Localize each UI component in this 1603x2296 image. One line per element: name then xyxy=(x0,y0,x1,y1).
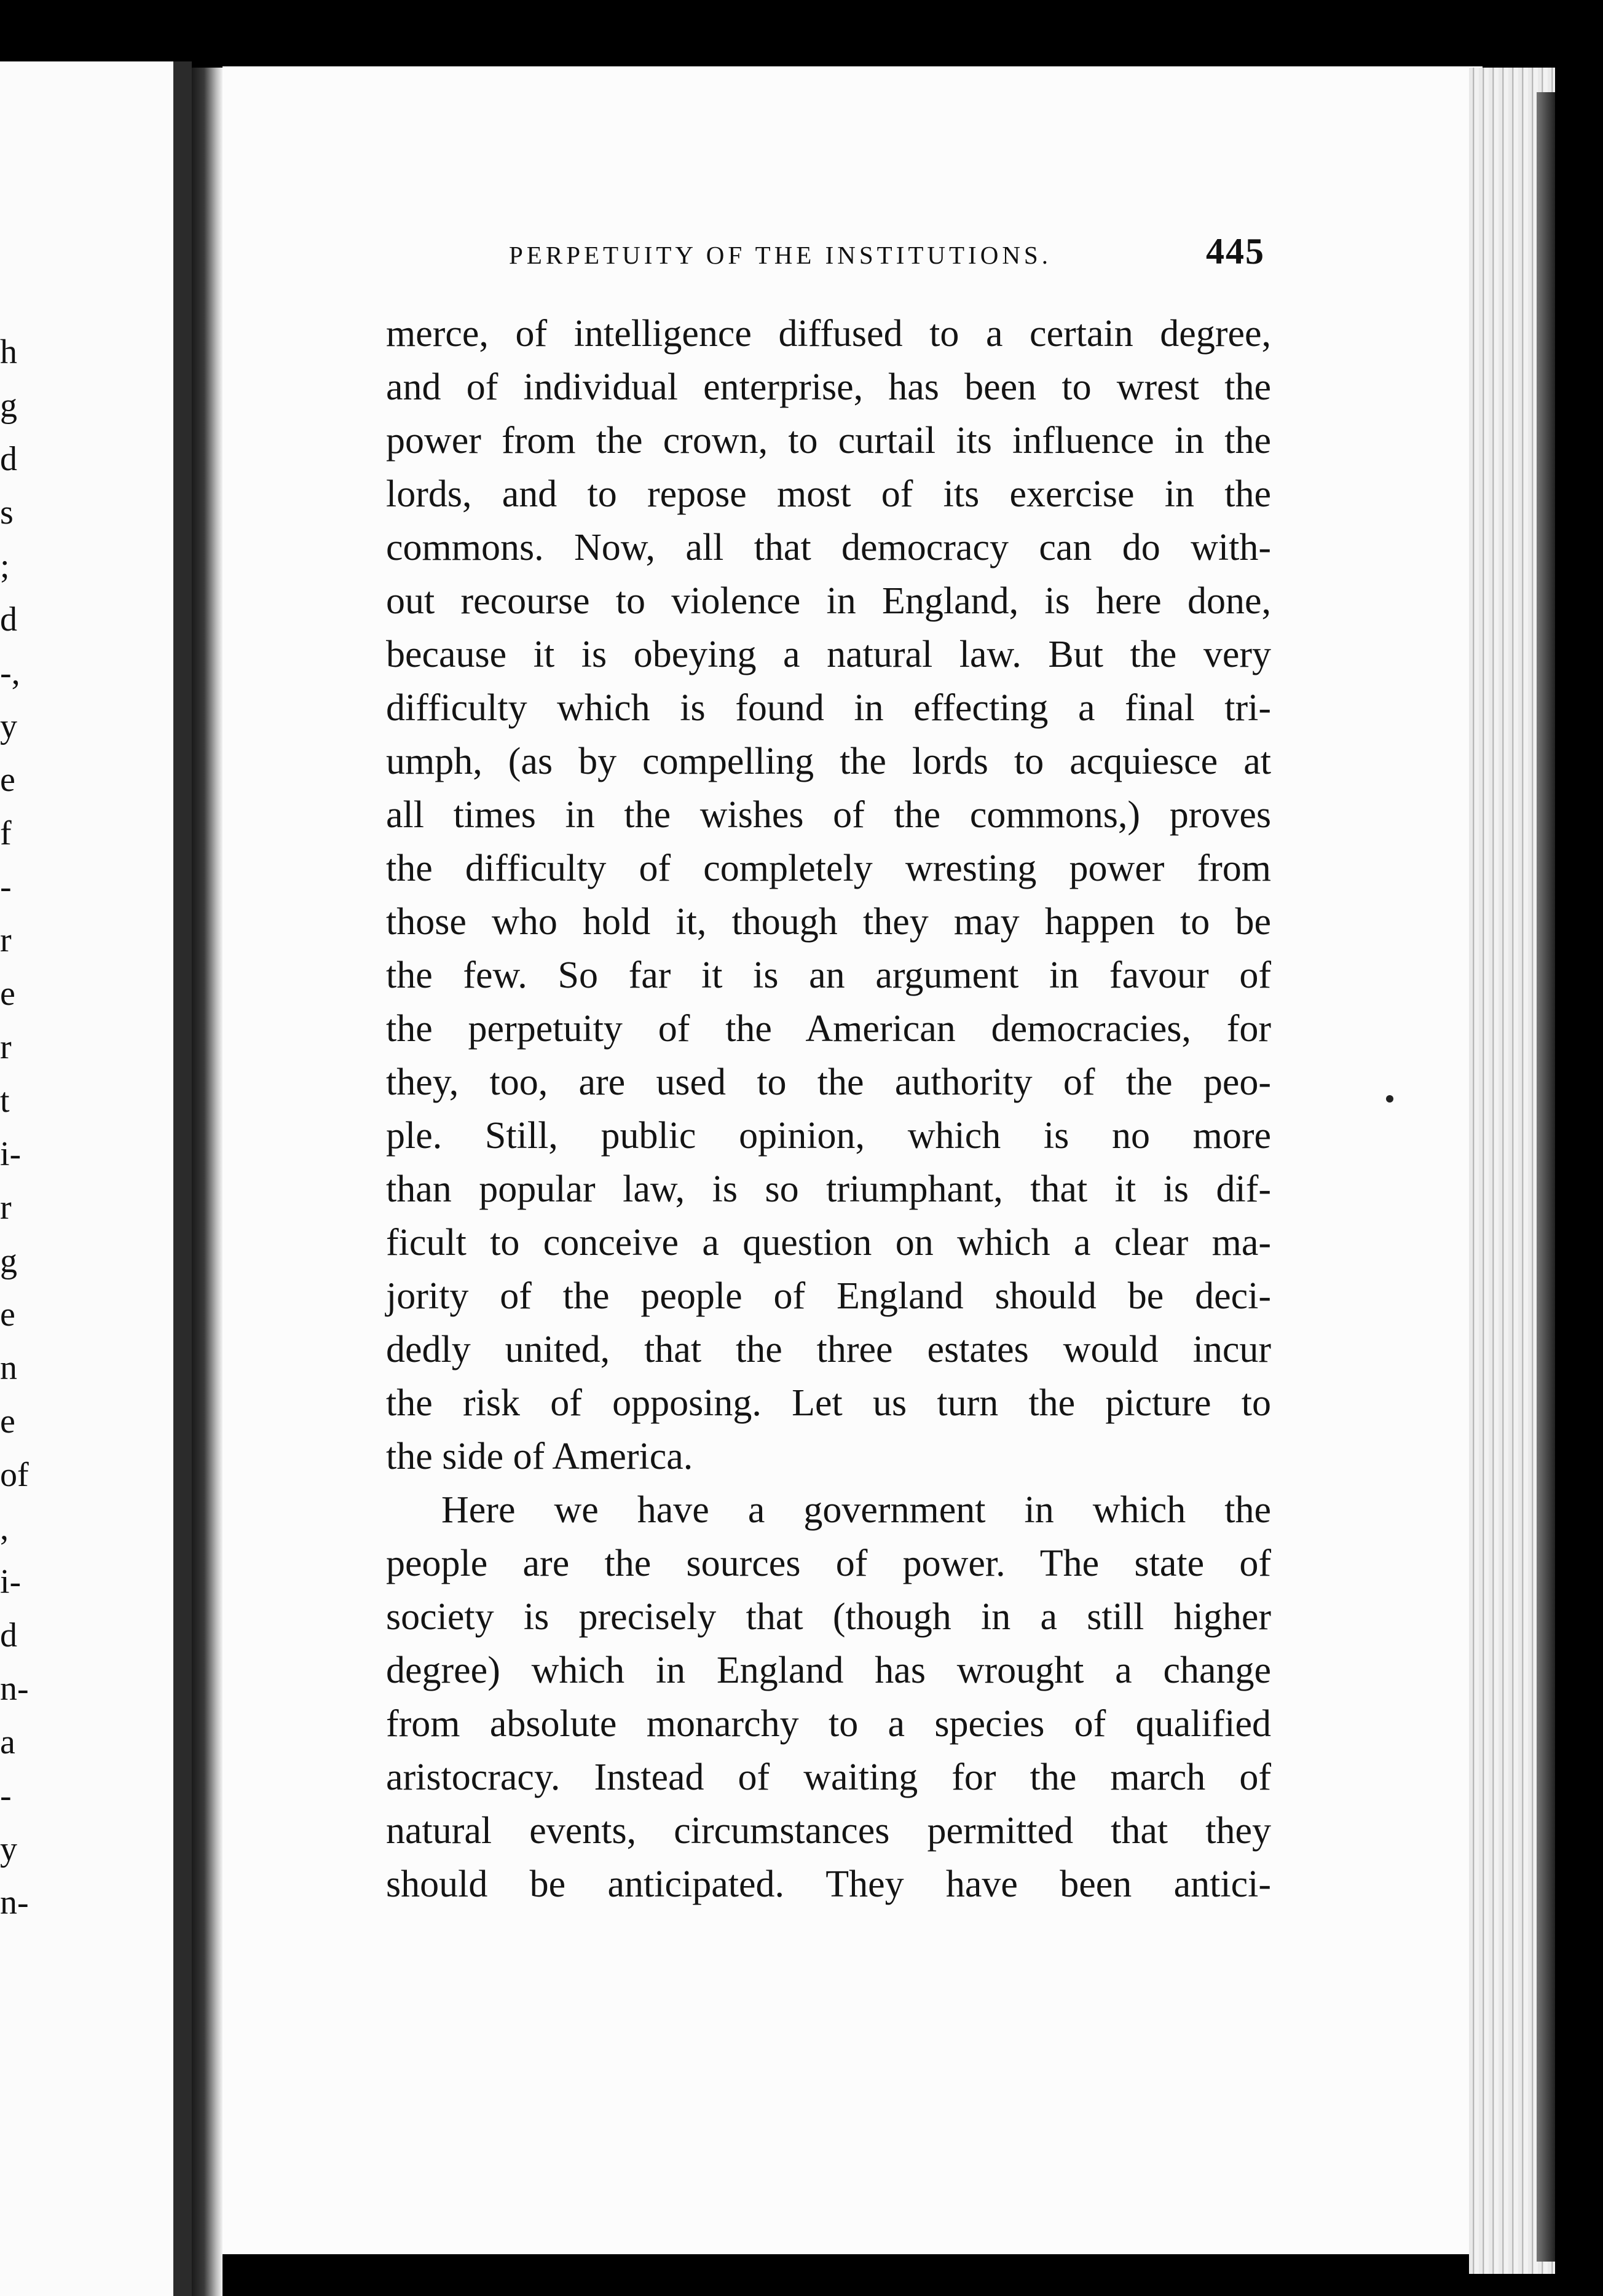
page-number: 445 xyxy=(1206,231,1265,272)
edge-char: e xyxy=(0,975,15,1013)
page-edges-shadow xyxy=(1537,92,1555,2262)
edge-char: e xyxy=(0,761,15,799)
edge-char: e xyxy=(0,1295,15,1334)
text-line: the risk of opposing. Let us turn the picture to xyxy=(386,1382,1271,1424)
edge-char: n- xyxy=(0,1884,29,1922)
edge-char: d xyxy=(0,440,17,478)
edge-char: of xyxy=(0,1456,29,1494)
edge-char: - xyxy=(0,1777,12,1815)
edge-char: f xyxy=(0,814,12,852)
text-line: lords, and to repose most of its exercise in the xyxy=(386,473,1271,515)
text-line: the difficulty of completely wresting power from xyxy=(386,847,1271,889)
text-line: dedly united, that the three estates would incur xyxy=(386,1329,1271,1370)
text-line: ple. Still, public opinion, which is no more xyxy=(386,1115,1271,1157)
edge-char: d xyxy=(0,1616,17,1654)
edge-char: n- xyxy=(0,1670,29,1708)
text-line: and of individual enterprise, has been to wrest the xyxy=(386,366,1271,408)
edge-char: - xyxy=(0,868,12,906)
text-line: out recourse to violence in England, is here done, xyxy=(386,580,1271,622)
edge-char: g xyxy=(0,1242,17,1280)
edge-char: a xyxy=(0,1723,15,1761)
text-line: from absolute monarchy to a species of qualified xyxy=(386,1703,1271,1745)
stray-ink-dot xyxy=(1386,1095,1393,1103)
edge-char: t xyxy=(0,1082,10,1120)
text-line: degree) which in England has wrought a change xyxy=(386,1649,1271,1691)
edge-char: r xyxy=(0,1189,12,1227)
edge-char: , xyxy=(0,1509,9,1547)
book-gutter xyxy=(192,68,223,2296)
text-line: the side of America. xyxy=(386,1436,693,1477)
body-text xyxy=(386,307,1271,1911)
text-line: should be anticipated. They have been antici- xyxy=(386,1863,1271,1905)
running-head-title: PERPETUITY OF THE INSTITUTIONS. xyxy=(509,241,1052,269)
text-line: aristocracy. Instead of waiting for the march of xyxy=(386,1756,1271,1798)
text-line: those who hold it, though they may happen to be xyxy=(386,901,1271,943)
text-line: Here we have a government in which the xyxy=(441,1489,1271,1531)
edge-char: r xyxy=(0,921,12,959)
running-head xyxy=(509,230,1265,273)
text-line: umph, (as by compelling the lords to acquiesce at xyxy=(386,741,1271,782)
edge-char: ; xyxy=(0,547,10,585)
edge-char: h xyxy=(0,333,17,371)
edge-char: s xyxy=(0,493,14,532)
edge-char: -, xyxy=(0,654,20,692)
left-page-edge xyxy=(0,61,192,2296)
text-line: natural events, circumstances permitted that they xyxy=(386,1810,1271,1852)
edge-char: y xyxy=(0,707,17,745)
text-line: society is precisely that (though in a still higher xyxy=(386,1596,1271,1638)
text-line: people are the sources of power. The state of xyxy=(386,1543,1271,1584)
text-line: difficulty which is found in effecting a final tri- xyxy=(386,687,1271,729)
text-line: commons. Now, all that democracy can do with- xyxy=(386,527,1271,568)
edge-char: r xyxy=(0,1028,12,1066)
text-line: all times in the wishes of the commons,) proves xyxy=(386,794,1271,836)
text-line: jority of the people of England should be deci- xyxy=(386,1275,1271,1317)
text-line: than popular law, is so triumphant, that it is dif- xyxy=(386,1168,1271,1210)
edge-char: i- xyxy=(0,1135,22,1173)
edge-char: e xyxy=(0,1402,15,1441)
text-line: ficult to conceive a question on which a clear ma- xyxy=(386,1222,1271,1264)
edge-char: y xyxy=(0,1830,17,1868)
text-line: power from the crown, to curtail its influence in the xyxy=(386,420,1271,462)
edge-char: g xyxy=(0,387,17,425)
text-line: they, too, are used to the authority of the peo- xyxy=(386,1061,1271,1103)
text-line: the perpetuity of the American democracies, for xyxy=(386,1008,1271,1050)
edge-char: i- xyxy=(0,1563,22,1601)
edge-char: d xyxy=(0,600,17,639)
left-page-margin-text xyxy=(0,326,37,1930)
text-line: the few. So far it is an argument in favour of xyxy=(386,954,1271,996)
text-line: merce, of intelligence diffused to a certain degree, xyxy=(386,313,1271,355)
edge-char: n xyxy=(0,1349,17,1387)
text-line: because it is obeying a natural law. But the very xyxy=(386,634,1271,675)
